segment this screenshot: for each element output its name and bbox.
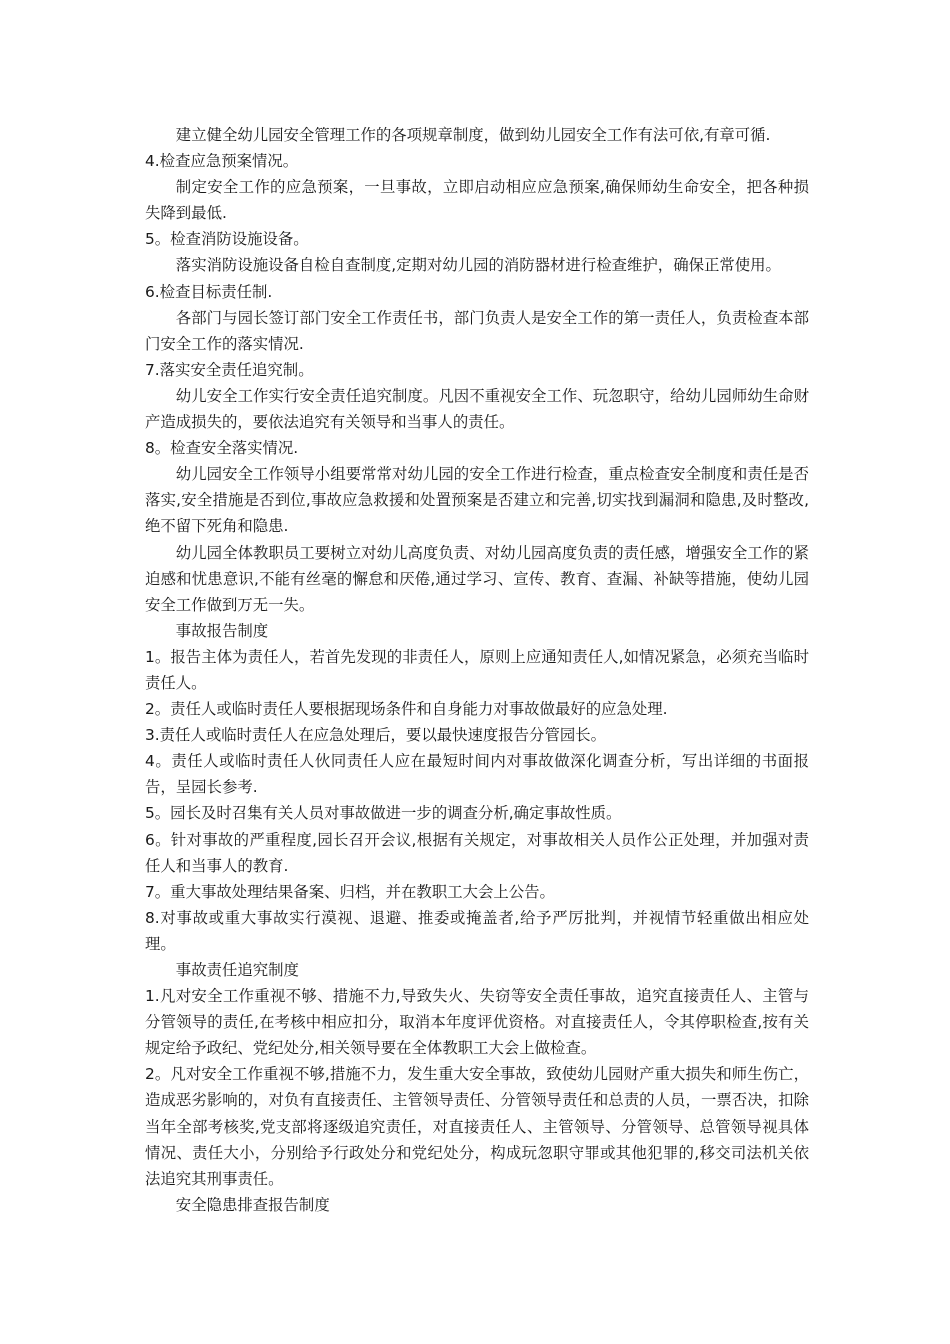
paragraph: 6.检查目标责任制. xyxy=(145,282,273,301)
paragraph: 3.责任人或临时责任人在应急处理后，要以最快速度报告分管园长。 xyxy=(145,726,607,745)
paragraph: 2。凡对安全工作重视不够,措施不力，发生重大安全事故，致使幼儿园财产重大损失和师生伤亡，造成恶劣影响的，对负有直接责任、主管领导责任、分管领导责任和总责的人员，一票否决，扣除当年全部考核奖,党支部将逐级追究责任，对直接责任人、主管领导、分管领导、总管领导视具体情况、责任大小，分别给予行政处分和党纪处分，构成玩忽职守罪或其他犯罪的,移交司法机关依法追究其刑事责任。 xyxy=(145,1065,809,1188)
paragraph: 8.对事故或重大事故实行漠视、退避、推委或掩盖者,给予严厉批判，并视情节轻重做出相应处理。 xyxy=(145,908,809,953)
paragraph: 幼儿园安全工作领导小组要常常对幼儿园的安全工作进行检查，重点检查安全制度和责任是否落实,安全措施是否到位,事故应急救援和处置预案是否建立和完善,切实找到漏洞和隐患,及时整改,绝不留下死角和隐患. xyxy=(145,465,809,536)
paragraph: 制定安全工作的应急预案，一旦事故，立即启动相应应急预案,确保师幼生命安全，把各种损失降到最低. xyxy=(145,178,809,223)
paragraph: 7.落实安全责任追究制。 xyxy=(145,360,314,379)
paragraph: 幼儿园全体教职员工要树立对幼儿高度负责、对幼儿园高度负责的责任感，增强安全工作的紧迫感和忧患意识,不能有丝毫的懈怠和厌倦,通过学习、宣传、教育、查漏、补缺等措施，使幼儿园安全工作做到万无一失。 xyxy=(145,543,809,614)
paragraph: 1。报告主体为责任人，若首先发现的非责任人，原则上应通知责任人,如情况紧急，必须充当临时责任人。 xyxy=(145,647,809,692)
paragraph: 2。责任人或临时责任人要根据现场条件和自身能力对事故做最好的应急处理. xyxy=(145,700,668,719)
paragraph: 6。针对事故的严重程度,园长召开会议,根据有关规定，对事故相关人员作公正处理，并加强对责任人和当事人的教育. xyxy=(145,830,809,875)
paragraph: 5。园长及时召集有关人员对事故做进一步的调查分析,确定事故性质。 xyxy=(145,804,622,823)
paragraph: 4.检查应急预案情况。 xyxy=(145,152,299,171)
document-body xyxy=(145,122,809,1218)
paragraph: 8。检查安全落实情况. xyxy=(145,439,299,458)
paragraph: 5。检查消防设施设备。 xyxy=(145,230,309,249)
paragraph: 落实消防设施设备自检自查制度,定期对幼儿园的消防器材进行检查维护，确保正常使用。 xyxy=(175,256,781,275)
paragraph: 事故报告制度 xyxy=(175,621,269,640)
paragraph: 幼儿安全工作实行安全责任追究制度。凡因不重视安全工作、玩忽职守，给幼儿园师幼生命财产造成损失的，要依法追究有关领导和当事人的责任。 xyxy=(145,386,809,432)
paragraph: 1.凡对安全工作重视不够、措施不力,导致失火、失窃等安全责任事故，追究直接责任人、主管与分管领导的责任,在考核中相应扣分，取消本年度评优资格。对直接责任人，令其停职检查,按有关规定给予政纪、党纪处分,相关领导要在全体教职工大会上做检查。 xyxy=(145,987,809,1058)
paragraph: 安全隐患排查报告制度 xyxy=(175,1195,330,1214)
paragraph: 事故责任追究制度 xyxy=(175,961,299,979)
paragraph: 4。责任人或临时责任人伙同责任人应在最短时间内对事故做深化调查分析，写出详细的书面报告，呈园长参考. xyxy=(145,752,809,797)
paragraph: 7。重大事故处理结果备案、归档，并在教职工大会上公告。 xyxy=(145,882,555,901)
paragraph: 各部门与园长签订部门安全工作责任书，部门负责人是安全工作的第一责任人，负责检查本部门安全工作的落实情况. xyxy=(145,308,809,353)
paragraph: 建立健全幼儿园安全管理工作的各项规章制度，做到幼儿园安全工作有法可依,有章可循. xyxy=(175,126,771,144)
